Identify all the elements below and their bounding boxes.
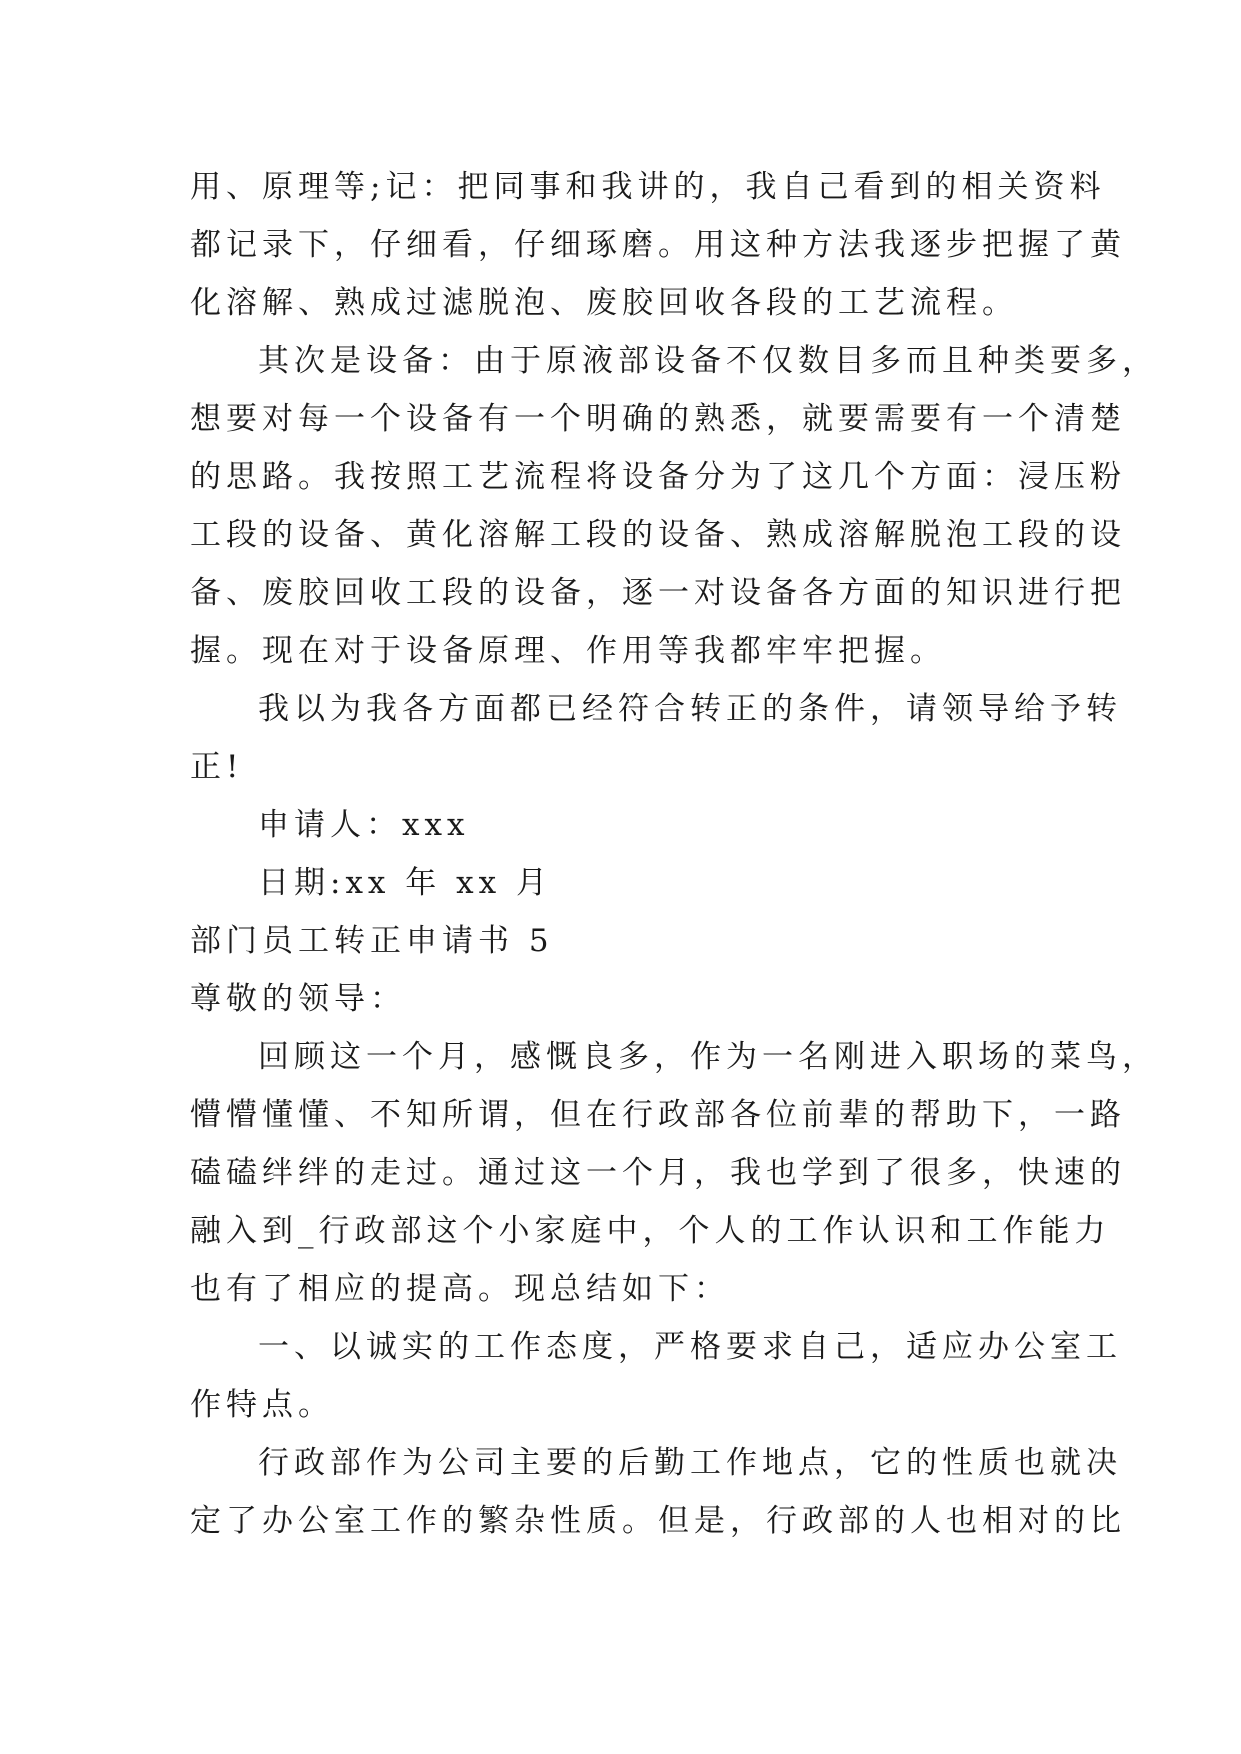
applicant-line: 申请人：xxx	[258, 807, 470, 843]
section-title: 部门员工转正申请书 5	[190, 923, 554, 959]
text-line: 其次是设备：由于原液部设备不仅数目多而且种类要多，	[258, 343, 1158, 379]
text-line: 磕磕绊绊的走过。通过这一个月，我也学到了很多，快速的	[190, 1155, 1126, 1191]
text-line: 正!	[190, 749, 244, 785]
text-line: 回顾这一个月，感慨良多，作为一名刚进入职场的菜鸟，	[258, 1039, 1158, 1075]
text-line: 工段的设备、黄化溶解工段的设备、熟成溶解脱泡工段的设	[190, 517, 1126, 553]
document-body	[190, 158, 1158, 1550]
text-line: 一、以诚实的工作态度，严格要求自己，适应办公室工	[258, 1329, 1122, 1365]
text-line: 握。现在对于设备原理、作用等我都牢牢把握。	[190, 633, 946, 669]
text-line: 定了办公室工作的繁杂性质。但是，行政部的人也相对的比	[190, 1503, 1126, 1539]
text-line: 我以为我各方面都已经符合转正的条件，请领导给予转	[258, 691, 1122, 727]
text-line: 的思路。我按照工艺流程将设备分为了这几个方面：浸压粉	[190, 459, 1126, 495]
text-line: 行政部作为公司主要的后勤工作地点，它的性质也就决	[258, 1445, 1122, 1481]
text-line: 想要对每一个设备有一个明确的熟悉，就要需要有一个清楚	[190, 401, 1126, 437]
text-line: 融入到_行政部这个小家庭中，个人的工作认识和工作能力	[190, 1213, 1111, 1249]
date-line: 日期:xx 年 xx 月	[258, 865, 552, 901]
text-line: 备、废胶回收工段的设备，逐一对设备各方面的知识进行把	[190, 575, 1126, 611]
text-line: 化溶解、熟成过滤脱泡、废胶回收各段的工艺流程。	[190, 285, 1018, 321]
text-line: 也有了相应的提高。现总结如下：	[190, 1271, 730, 1307]
salutation: 尊敬的领导：	[190, 981, 406, 1017]
text-line: 懵懵懂懂、不知所谓，但在行政部各位前辈的帮助下，一路	[190, 1097, 1126, 1133]
text-line: 作特点。	[190, 1387, 334, 1423]
text-line: 都记录下，仔细看，仔细琢磨。用这种方法我逐步把握了黄	[190, 227, 1126, 263]
text-line: 用、原理等;记：把同事和我讲的，我自己看到的相关资料	[190, 169, 1106, 205]
